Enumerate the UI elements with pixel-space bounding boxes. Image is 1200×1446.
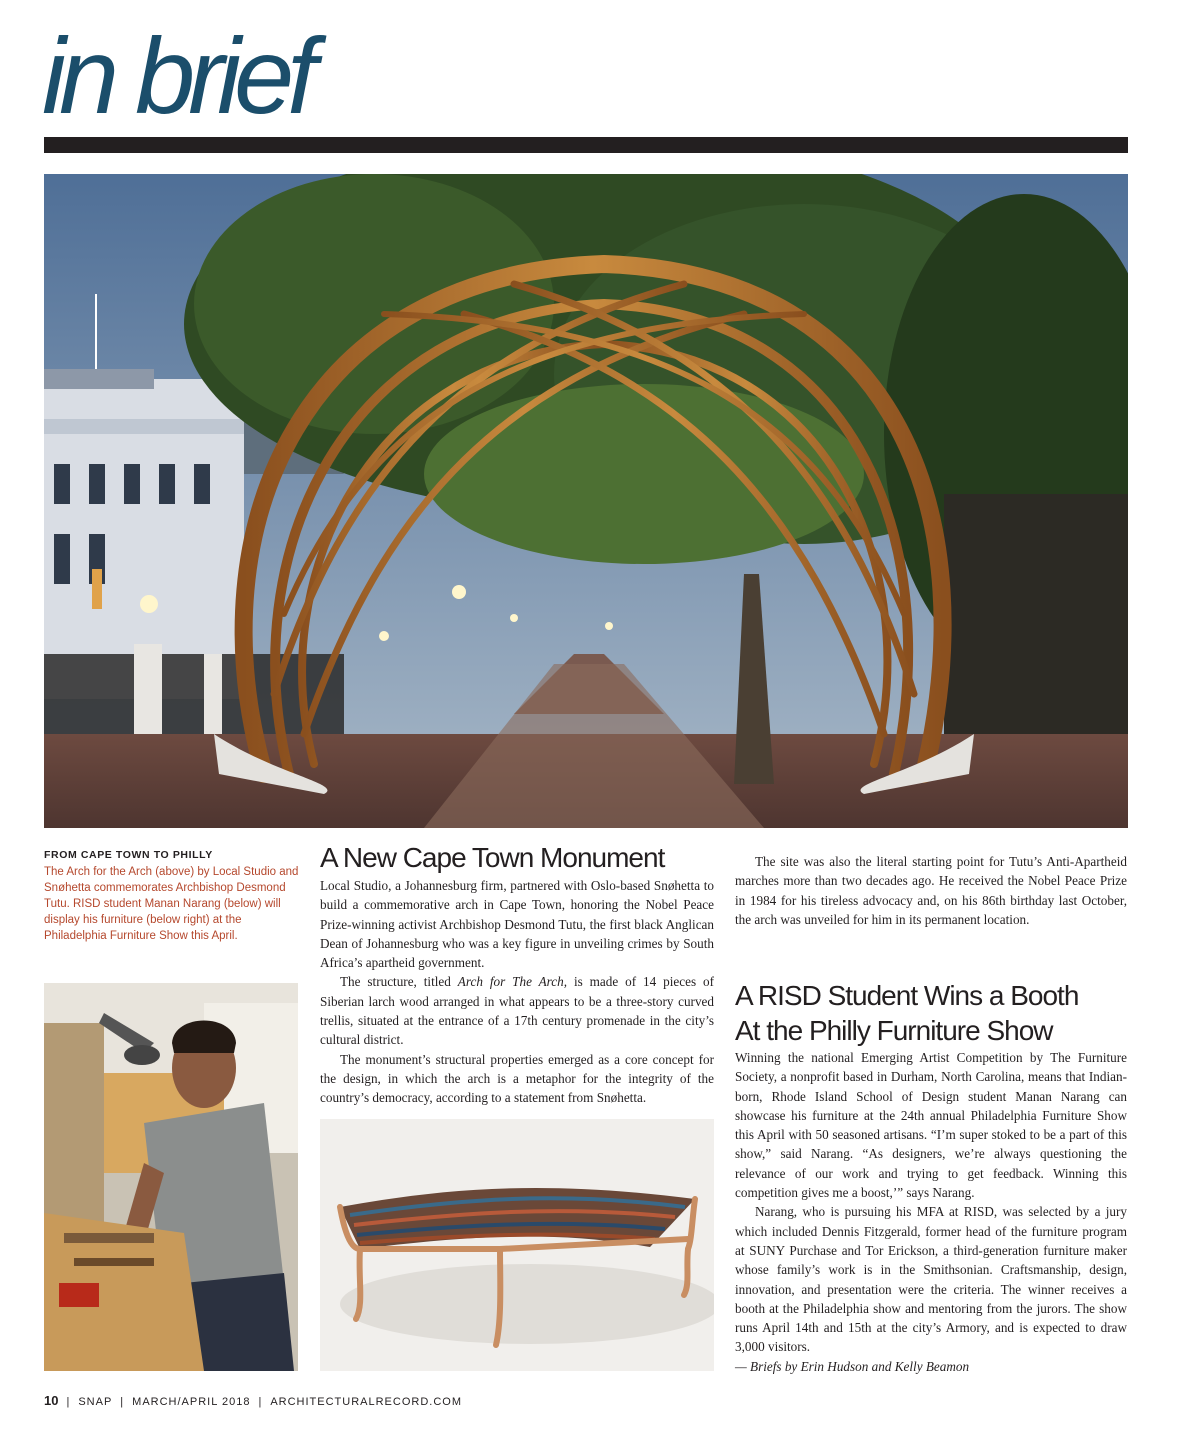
caption-kicker: FROM CAPE TOWN TO PHILLY <box>44 849 213 861</box>
issue-date: MARCH/APRIL 2018 <box>132 1396 251 1408</box>
paragraph: Winning the national Emerging Artist Competition by The Furniture Society, a nonprofit based in Durham, North Carolina, means that Indian-born, Rhode Island School of Design student Manan Narang can showcase his furniture at the 24th annual Philadelphia Furniture Show this April with 50 seasoned artisans. “I’m super stoked to be a part of this show,” said Narang. “As designers, we’re always questioning the relevance of our work and trying to get feedback. Winning this competition gives me a boost,’” says Narang. <box>735 1050 1127 1201</box>
article-cape-town-continued <box>735 852 1127 929</box>
article-headline: A New Cape Town Monument <box>320 842 665 873</box>
section-name: SNAP <box>78 1396 113 1408</box>
paragraph: The site was also the literal starting point for Tutu’s Anti-Apartheid marches more than two decades ago. He received the Nobel Peace Prize in 1984 for his tireless advocacy and, on his 86th birthday last October, the arch was unveiled for him in its permanent location. <box>735 854 1127 927</box>
headline-line: A RISD Student Wins a Booth <box>735 980 1079 1011</box>
furniture-photo <box>320 1119 714 1371</box>
article-body <box>320 876 714 1108</box>
section-masthead: in brief <box>42 15 311 136</box>
masthead-rule <box>44 137 1128 153</box>
page-number: 10 <box>44 1393 59 1408</box>
photo-caption <box>44 849 300 944</box>
paragraph: The structure, titled Arch for The Arch, is made of 14 pieces of Siberian larch wood arranged in what appears to be a three-story curved trellis, situated at the entrance of a 17th century promenade in the city’s cultural district. <box>320 974 714 1048</box>
article-risd-student <box>735 978 1127 1376</box>
paragraph: Narang, who is pursuing his MFA at RISD, was selected by a jury which included Dennis Fitzgerald, former head of the furniture program at SUNY Purchase and Tor Erickson, a third-generation furniture maker whose family’s work is in the Smithsonian. Craftsmanship, design, innovation, and presentation were the criteria. The winner receives a booth at the Philadelphia show and mentoring from the jurors. The show runs April 14th and 15th at the city’s Armory, and is expected to draw 3,000 visitors. <box>735 1204 1127 1355</box>
arch-photo <box>44 174 1128 828</box>
caption-text: The Arch for the Arch (above) by Local Studio and Snøhetta commemorates Archbishop Desmond Tutu. RISD student Manan Narang (below) will display his furniture (below right) at the Philadelphia Furniture Show this April. <box>44 866 299 942</box>
paragraph: The monument’s structural properties emerged as a core concept for the design, in which the arch is a metaphor for the integrity of the country’s democracy, according to a statement from Snøhetta. <box>320 1051 714 1106</box>
artwork-title: Arch for The Arch, <box>457 974 568 990</box>
paragraph: Local Studio, a Johannesburg firm, partnered with Oslo-based Snøhetta to build a commemorative arch in Cape Town, honoring the Nobel Peace Prize-winning activist Archbishop Desmond Tutu, the first black Anglican Dean of Johannesburg who was a key figure in unveiling crimes by South Africa’s apartheid government. <box>320 878 714 971</box>
article-headline <box>735 978 1127 1048</box>
website: ARCHITECTURALRECORD.COM <box>270 1396 463 1408</box>
article-body <box>735 1048 1127 1357</box>
workshop-photo <box>44 983 298 1371</box>
page-footer: 10 | SNAP | MARCH/APRIL 2018 | ARCHITECTURALRECORD.COM <box>44 1393 463 1408</box>
author-credit: — Briefs by Erin Hudson and Kelly Beamon <box>735 1358 970 1374</box>
headline-line: At the Philly Furniture Show <box>735 1015 1053 1046</box>
article-cape-town <box>320 840 714 1108</box>
